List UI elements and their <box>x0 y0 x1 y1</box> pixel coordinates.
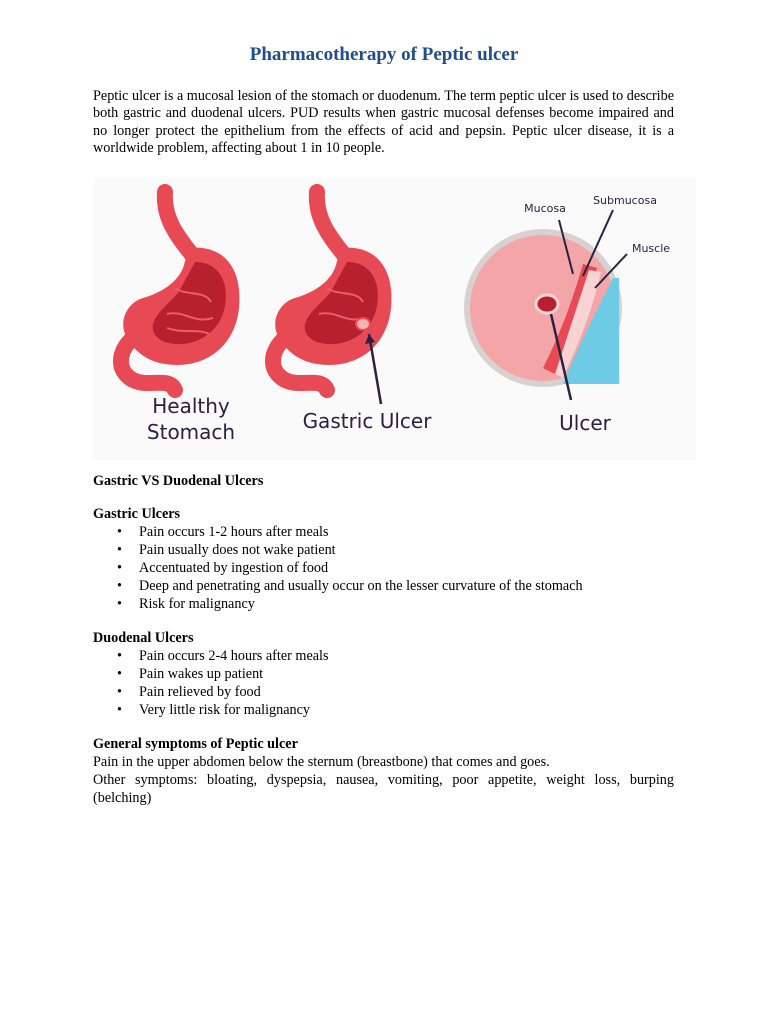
list-item: • Pain usually does not wake patient <box>117 541 674 559</box>
gastric-heading: Gastric Ulcers <box>93 506 181 522</box>
compare-heading: Gastric VS Duodenal Ulcers <box>93 473 264 489</box>
intro-paragraph: Peptic ulcer is a mucosal lesion of the stomach or duodenum. The term peptic ulcer is used to describe both gastric and duodenal ulcers. PUD results when gastric mucosal defenses become impaired and no longer protect the epithelium from the effects of acid and pepsin. Peptic ulcer disease, it is a worldwide problem, affecting about 1 in 10 people. <box>93 88 674 157</box>
symptoms-line-2: Other symptoms: bloating, dyspepsia, nausea, vomiting, poor appetite, weight loss, burping (belching) <box>93 772 674 806</box>
list-item: • Accentuated by ingestion of food <box>117 559 674 577</box>
list-item: • Very little risk for malignancy <box>117 701 674 719</box>
duodenal-heading: Duodenal Ulcers <box>93 630 194 646</box>
duodenal-list <box>117 647 674 719</box>
ulcer-label: Ulcer <box>559 411 611 435</box>
gastric-ulcer-label: Gastric Ulcer <box>302 409 432 433</box>
list-item: • Risk for malignancy <box>117 595 674 613</box>
mucosa-label: Mucosa <box>524 202 566 215</box>
illustration-svg <box>93 178 696 460</box>
list-item: • Deep and penetrating and usually occur on the lesser curvature of the stomach <box>117 577 674 595</box>
symptoms-heading: General symptoms of Peptic ulcer <box>93 736 298 752</box>
list-item: • Pain relieved by food <box>117 683 674 701</box>
stomach-ulcer-illustration <box>93 178 696 460</box>
healthy-label-line2: Stomach <box>146 420 236 444</box>
page-title: Pharmacotherapy of Peptic ulcer <box>249 44 519 65</box>
symptoms-section <box>93 735 674 807</box>
muscle-label: Muscle <box>631 242 671 255</box>
symptoms-line-1: Pain in the upper abdomen below the sternum (breastbone) that comes and goes. <box>93 754 550 770</box>
list-item: • Pain occurs 2-4 hours after meals <box>117 647 674 665</box>
list-item: • Pain occurs 1-2 hours after meals <box>117 523 674 541</box>
submucosa-label: Submucosa <box>593 194 657 207</box>
duodenal-ulcers-section <box>93 629 674 719</box>
gastric-ulcers-section <box>93 505 674 613</box>
gastric-list <box>117 523 674 613</box>
list-item: • Pain wakes up patient <box>117 665 674 683</box>
healthy-label-line1: Healthy <box>152 394 230 418</box>
